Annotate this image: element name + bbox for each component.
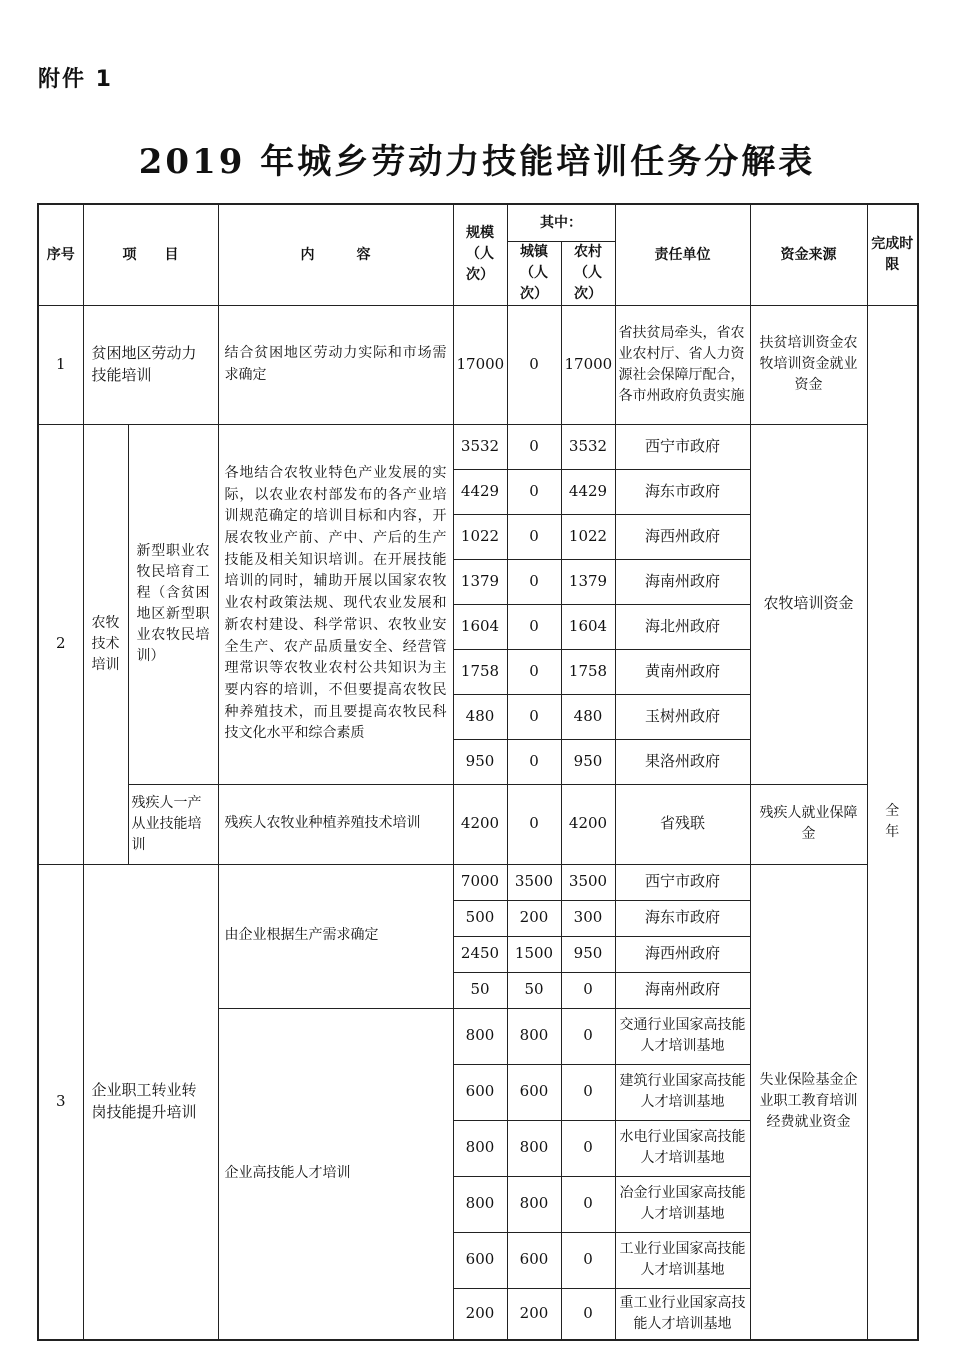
row2-unit-4: 海北州政府 [615,604,750,649]
row3-hs-rural-0: 0 [561,1008,615,1064]
row3-scale-1: 500 [453,900,507,936]
row3-hs-rural-1: 0 [561,1064,615,1120]
row3-scale-3: 50 [453,972,507,1008]
row3-hs-unit-0: 交通行业国家高技能人才培训基地 [615,1008,750,1064]
row3-scale-2: 2450 [453,936,507,972]
row3-scale-0: 7000 [453,864,507,900]
row3-unit-1: 海东市政府 [615,900,750,936]
row3-urban-1: 200 [507,900,561,936]
row3-hs-rural-2: 0 [561,1120,615,1176]
row2-unit-2: 海西州政府 [615,514,750,559]
row3-hs-scale-1: 600 [453,1064,507,1120]
row2-unit-7: 果洛州政府 [615,739,750,784]
row3-fund: 失业保险基金企业职工教育培训经费就业资金 [750,864,867,1340]
row2-urban-1: 0 [507,469,561,514]
row3-hs-urban-3: 800 [507,1176,561,1232]
row3-project: 企业职工转业转岗技能提升培训 [83,864,218,1340]
row3-hs-urban-5: 200 [507,1288,561,1340]
row2-urban-0: 0 [507,424,561,469]
row1-urban: 0 [507,305,561,424]
row2-unit-3: 海南州政府 [615,559,750,604]
header-project: 项 目 [83,204,218,305]
row3-urban-3: 50 [507,972,561,1008]
header-urban: 城镇（人次） [507,241,561,305]
row3-urban-0: 3500 [507,864,561,900]
row3-urban-2: 1500 [507,936,561,972]
deadline-cell: 全 年 [867,305,918,1340]
row2-seq: 2 [38,424,83,864]
row2-rural-0: 3532 [561,424,615,469]
row2-urban-7: 0 [507,739,561,784]
row3-hs-rural-3: 0 [561,1176,615,1232]
row2-scale2: 4200 [453,784,507,864]
row3-content2: 企业高技能人才培训 [218,1008,453,1340]
row2-scale-1: 4429 [453,469,507,514]
row1-rural: 17000 [561,305,615,424]
row3-hs-urban-2: 800 [507,1120,561,1176]
row2-unit-1: 海东市政府 [615,469,750,514]
row3-content1: 由企业根据生产需求确定 [218,864,453,1008]
row2-scale-2: 1022 [453,514,507,559]
row3-hs-urban-0: 800 [507,1008,561,1064]
row2-rural-1: 4429 [561,469,615,514]
row1-project: 贫困地区劳动力技能培训 [83,305,218,424]
row2-scale-7: 950 [453,739,507,784]
row2-unit-6: 玉树州政府 [615,694,750,739]
row1-content: 结合贫困地区劳动力实际和市场需求确定 [218,305,453,424]
row2-rural-2: 1022 [561,514,615,559]
row3-unit-3: 海南州政府 [615,972,750,1008]
row2-rural-5: 1758 [561,649,615,694]
header-content: 内 容 [218,204,453,305]
row3-rural-3: 0 [561,972,615,1008]
row2-scale-6: 480 [453,694,507,739]
row3-hs-scale-4: 600 [453,1232,507,1288]
row2-unit2: 省残联 [615,784,750,864]
row2-rural-4: 1604 [561,604,615,649]
row2-content1: 各地结合农牧业特色产业发展的实际，以农业农村部发布的各产业培训规范确定的培训目标和内容，开展农牧业产前、产中、产后的生产技能及相关知识培训。在开展技能培训的同时，辅助开展以国家农牧业农村政策法规、现代农业发展和新农村建设、科学常识、农牧业安全生产、农产品质量安全、经营管理常识等农牧业农村公共知识为主要内容的培训，不但要提高农牧民种养殖技术，而且要提高农牧民科技文化水平和综合素质 [218,424,453,784]
row3-hs-scale-3: 800 [453,1176,507,1232]
row3-unit-2: 海西州政府 [615,936,750,972]
row3-hs-unit-1: 建筑行业国家高技能人才培训基地 [615,1064,750,1120]
row3-hs-unit-2: 水电行业国家高技能人才培训基地 [615,1120,750,1176]
header-scale: 规模（人次） [453,204,507,305]
row3-hs-rural-5: 0 [561,1288,615,1340]
row2-scale-0: 3532 [453,424,507,469]
row3-hs-rural-4: 0 [561,1232,615,1288]
row2-project: 农牧技术培训 [83,424,128,864]
row2-urban-6: 0 [507,694,561,739]
row1-unit: 省扶贫局牵头，省农业农村厅、省人力资源社会保障厅配合，各市州政府负责实施 [615,305,750,424]
row1-fund: 扶贫培训资金农牧培训资金就业资金 [750,305,867,424]
row2-sub1: 新型职业农牧民培育工程（含贫困地区新型职业农牧民培训） [128,424,218,784]
page-title: 2019 年城乡劳动力技能培训任务分解表 [138,142,816,182]
row2-urban-5: 0 [507,649,561,694]
row1-scale: 17000 [453,305,507,424]
header-fund: 资金来源 [750,204,867,305]
row2-rural-7: 950 [561,739,615,784]
row2-content2: 残疾人农牧业种植养殖技术培训 [218,784,453,864]
row3-hs-scale-5: 200 [453,1288,507,1340]
row2-urban2: 0 [507,784,561,864]
row3-hs-unit-5: 重工业行业国家高技能人才培训基地 [615,1288,750,1340]
row3-hs-scale-2: 800 [453,1120,507,1176]
row3-rural-0: 3500 [561,864,615,900]
row3-seq: 3 [38,864,83,1340]
row2-scale-4: 1604 [453,604,507,649]
row2-sub2: 残疾人一产从业技能培训 [128,784,218,864]
row2-urban-3: 0 [507,559,561,604]
header-unit: 责任单位 [615,204,750,305]
header-rural: 农村（人次） [561,241,615,305]
row2-fund2: 残疾人就业保障金 [750,784,867,864]
row3-hs-urban-1: 600 [507,1064,561,1120]
row2-scale-5: 1758 [453,649,507,694]
row2-fund1: 农牧培训资金 [750,424,867,784]
row2-rural-3: 1379 [561,559,615,604]
row3-rural-2: 950 [561,936,615,972]
row3-hs-scale-0: 800 [453,1008,507,1064]
row2-unit-0: 西宁市政府 [615,424,750,469]
row3-hs-urban-4: 600 [507,1232,561,1288]
attachment-label: 附件 1 [38,67,113,92]
row3-hs-unit-4: 工业行业国家高技能人才培训基地 [615,1232,750,1288]
header-seq: 序号 [38,204,83,305]
row2-rural-6: 480 [561,694,615,739]
row2-urban-2: 0 [507,514,561,559]
row2-urban-4: 0 [507,604,561,649]
header-among: 其中： [507,204,615,241]
row2-rural2: 4200 [561,784,615,864]
row2-scale-3: 1379 [453,559,507,604]
header-deadline: 完成时限 [867,204,918,305]
task-table [37,203,928,1341]
row1-seq: 1 [38,305,83,424]
row3-hs-unit-3: 冶金行业国家高技能人才培训基地 [615,1176,750,1232]
row3-unit-0: 西宁市政府 [615,864,750,900]
row2-unit-5: 黄南州政府 [615,649,750,694]
row3-rural-1: 300 [561,900,615,936]
